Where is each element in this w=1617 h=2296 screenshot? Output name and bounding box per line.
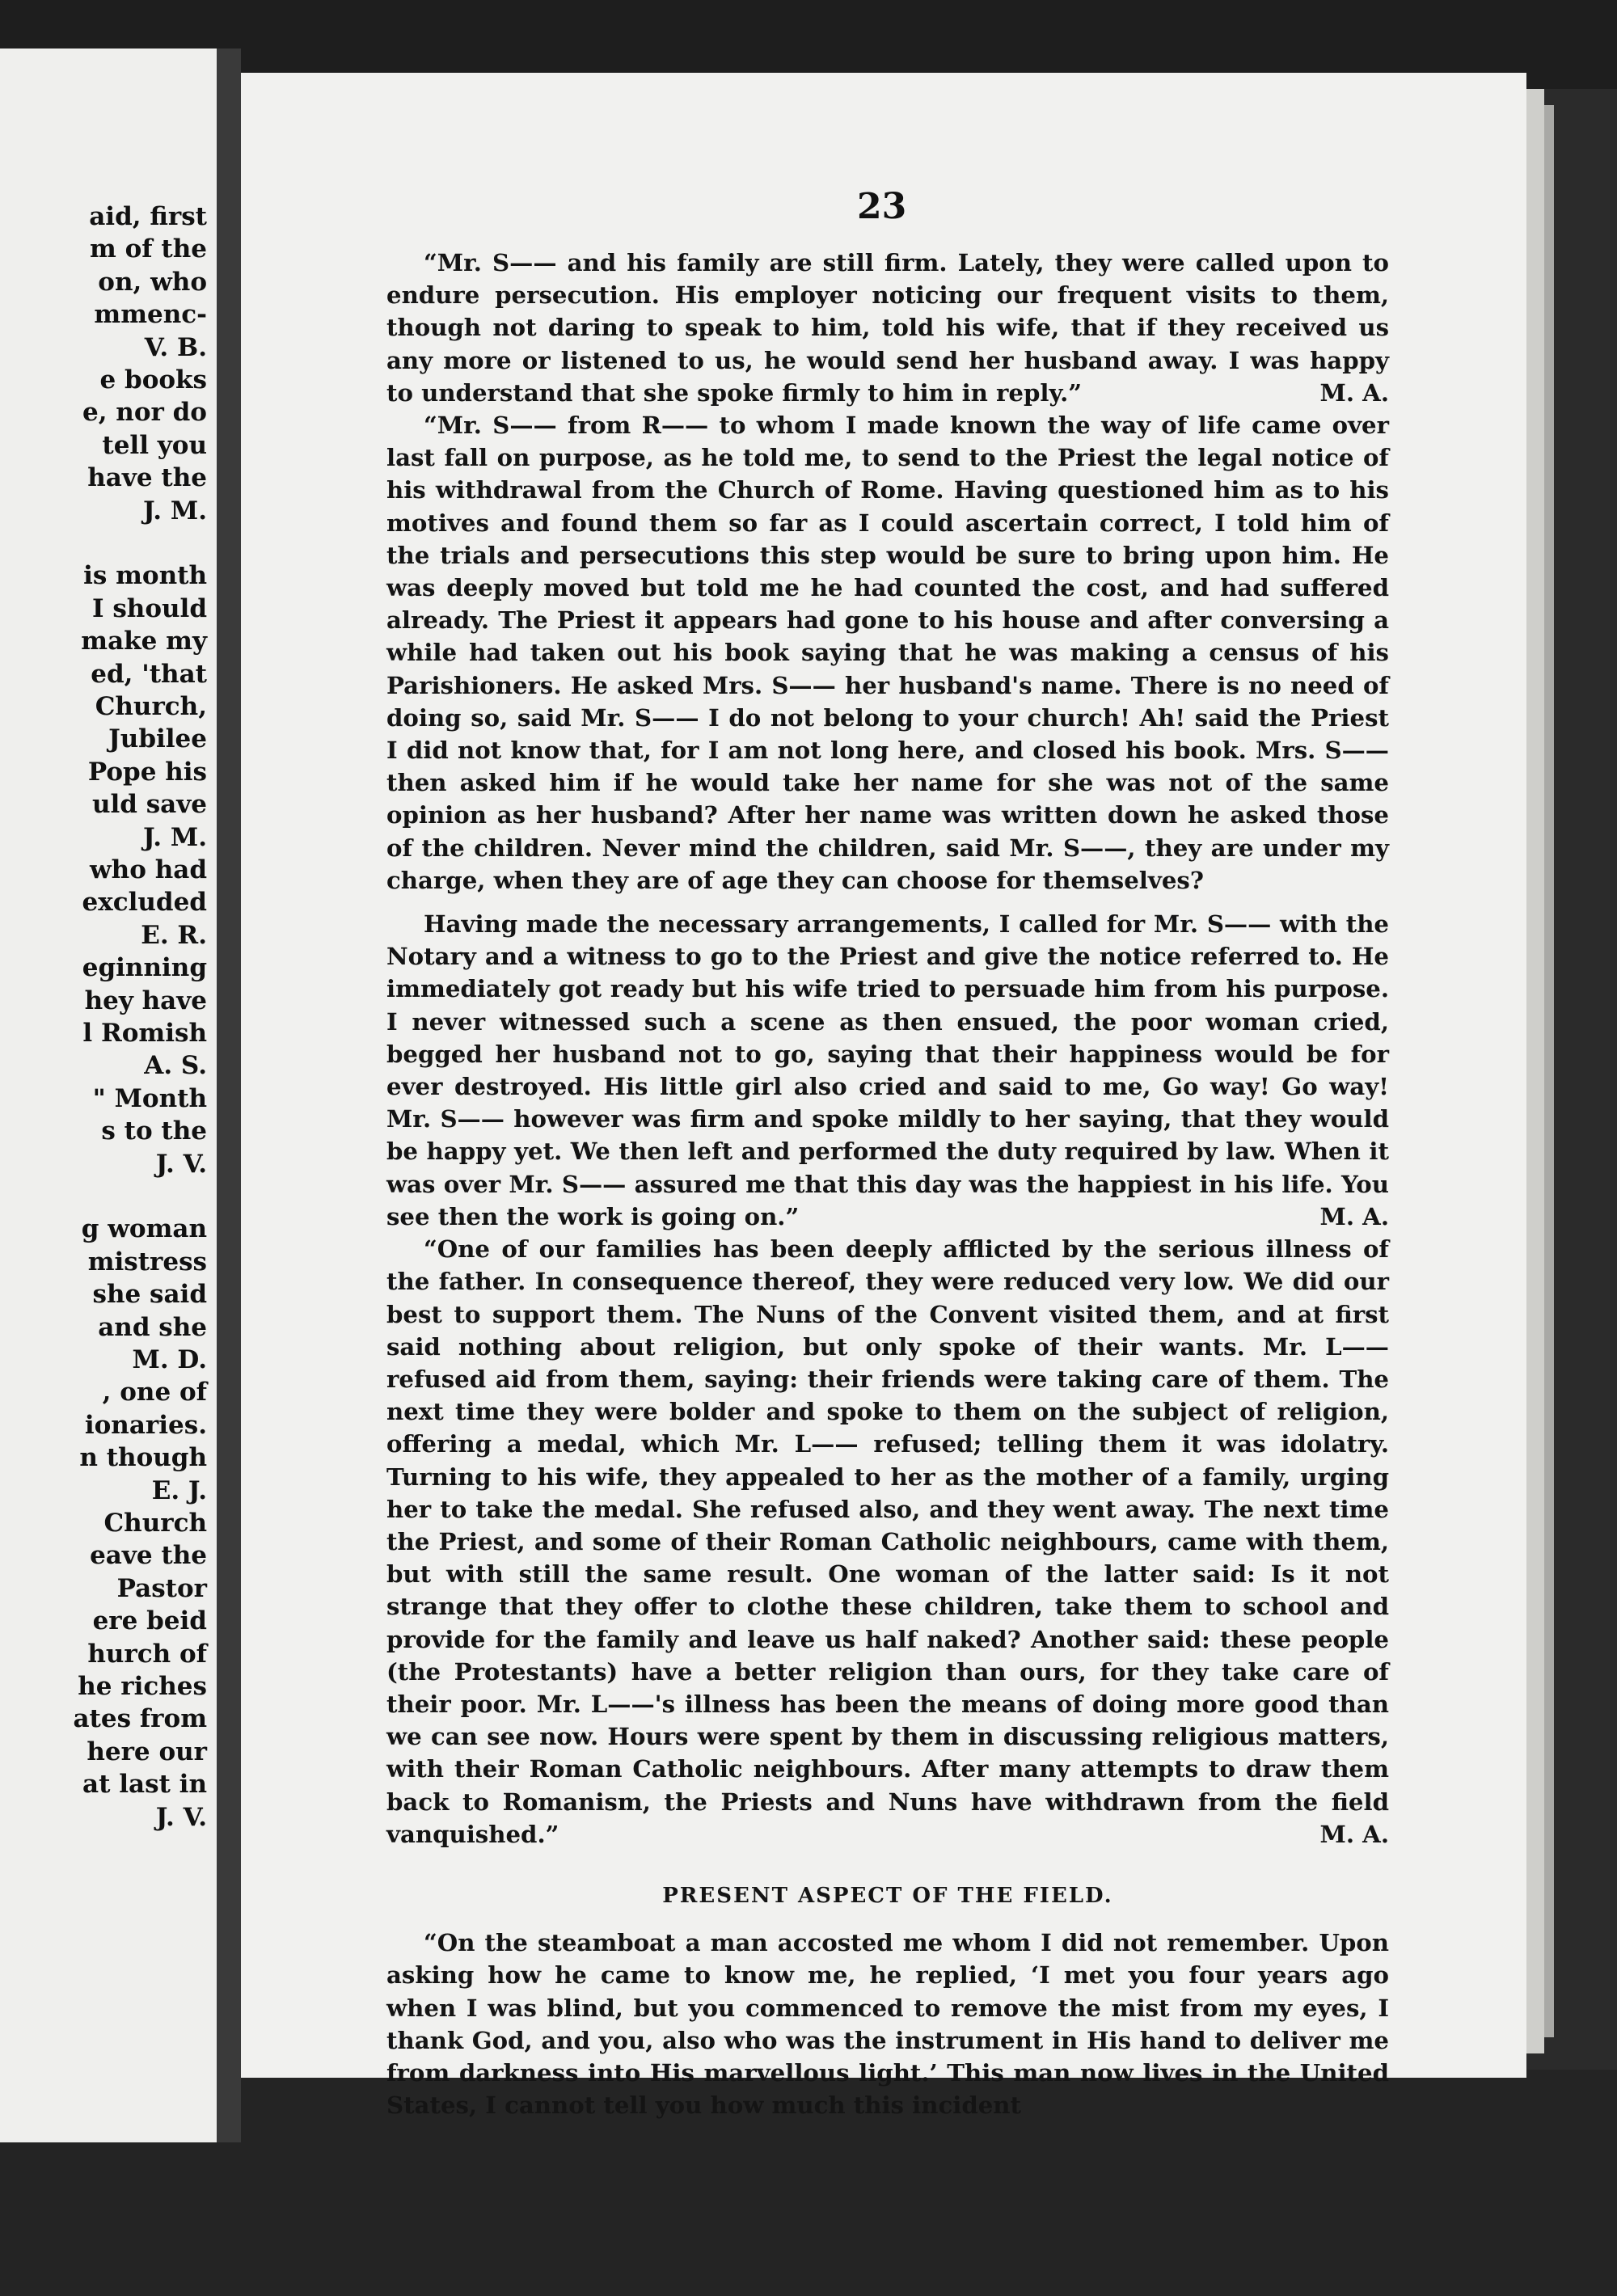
left-page-line: ionaries. <box>84 1410 207 1440</box>
left-page-line: Church <box>103 1509 207 1538</box>
left-page-line: " Month <box>92 1083 207 1113</box>
paragraph-5: “On the steamboat a man accosted me whom I did not remember. Upon asking how he came to know me, he replied, ‘I met you four years ago when I was blind, but you commenced to remove the mist from my eyes, I thank God, and you, also who was the instrument in His hand to deliver me from darkness into His marvellous light.’ This man now lives in the United States, I cannot tell you how much this incident <box>386 1929 1389 2120</box>
page-body <box>386 247 1389 2121</box>
left-page-line: ed, 'that <box>91 659 207 689</box>
paragraph-4: “One of our families has been deeply afflicted by the serious illness of the father. In consequence thereof, they were reduced very low. We did our best to support them. The Nuns of the Convent visited them, and at first said nothing about religion, but only spoke of their wants. Mr. L—— refused aid from them, saying: their friends were taking care of them. The next time they were bolder and spoke to them on the subject of religion, offering a medal, which Mr. L—— refused; telling them it was idolatry. Turning to his wife, they appealed to her as the mother of a family, urging her to take the medal. She refused also, and they went away. The next time the Priest, and some of their Roman Catholic neighbours, came with them, but with still the same result. One woman of the latter said: Is it not strange that they offer to clothe these children, take them to school and provide for the family and leave us half naked? Another said: these people (the Protestants) have a better religion than ours, for they take care of their poor. Mr. L——'s illness has been the means of doing more good than we can see now. Hours were spent by them in discussing religious matters, with their Roman Catholic neighbours. After many attempts to draw them back to Romanism, the Priests and Nuns have withdrawn from the field vanquished.” M. A. <box>386 1233 1389 1851</box>
left-page-line: Pope his <box>87 757 207 787</box>
left-page-line: tell you <box>102 430 207 460</box>
left-page-line: she said <box>92 1280 207 1310</box>
left-page-line: here our <box>87 1737 207 1766</box>
left-page-line: m of the <box>90 234 207 264</box>
signature: M. A. <box>1319 1820 1389 1848</box>
left-page-line: V. B. <box>144 332 207 362</box>
left-page-line: is month <box>83 561 207 591</box>
page-number: 23 <box>857 186 907 227</box>
left-page-line: g woman <box>81 1214 207 1244</box>
left-page-line: I should <box>92 593 207 623</box>
left-page-line: on, who <box>98 267 207 297</box>
left-page-line: Church, <box>95 692 207 721</box>
left-page-line: e, nor do <box>82 398 207 428</box>
left-page-line: ates from <box>73 1704 207 1734</box>
left-page-line: J. V. <box>155 1802 207 1832</box>
page-edge <box>1526 89 1544 2053</box>
left-page-line: Jubilee <box>108 724 207 754</box>
left-page-line: l Romish <box>82 1019 207 1048</box>
left-page-line: hey have <box>84 986 207 1015</box>
left-page-line: e books <box>99 365 207 395</box>
section-heading: PRESENT ASPECT OF THE FIELD. <box>662 1883 1113 1908</box>
left-page-line: eave the <box>90 1541 207 1571</box>
left-page-line: M. D. <box>132 1345 207 1374</box>
left-page-line: J. V. <box>155 1149 207 1179</box>
left-page-line: make my <box>81 627 207 656</box>
left-page-line: aid, first <box>89 202 207 231</box>
book-gutter <box>217 49 241 2142</box>
left-page-line: eginning <box>82 953 207 983</box>
left-page-line: A. S. <box>144 1051 207 1081</box>
left-page-line: and she <box>98 1312 207 1342</box>
left-page-line: J. M. <box>143 496 207 525</box>
left-page-line: who had <box>90 855 207 884</box>
paragraph-2: “Mr. S—— from R—— to whom I made known the way of life came over last fall on purpose, as he told me, to send to the Priest the legal notice of his withdrawal from the Church of Rome. Having questioned him as to his motives and found them so far as I could ascertain correct, I told him of the trials and persecutions this step would be sure to bring upon him. He was deeply moved but told me he had counted the cost, and had suffered already. The Priest it appears had gone to his house and after conversing a while had taken out his book saying that he was making a census of his Parishioners. He asked Mrs. S—— her husband's name. There is no need of doing so, said Mr. S—— I do not belong to your church! Ah! said the Priest I did not know that, for I am not long here, and closed his book. Mrs. S—— then asked him if he would take her name for she was not of the same opinion as her husband? After her name was written down he asked those of the children. Never mind the children, said Mr. S——, they are under my charge, when they are of age they can choose for themselves? <box>386 412 1389 894</box>
left-page-line: excluded <box>82 888 207 918</box>
paragraph-1: “Mr. S—— and his family are still firm. Lately, they were called upon to endure persecution. His employer noticing our frequent visits to them, though not daring to speak to him, told his wife, that if they received us any more or listened to us, he would send her husband away. I was happy to understand that she spoke firmly to him in reply.” M. A. <box>386 247 1389 409</box>
left-page-line: s to the <box>101 1116 207 1146</box>
paragraph-3: Having made the necessary arrangements, I called for Mr. S—— with the Notary and a witness to go to the Priest and give the notice referred to. He immediately got ready but his wife tried to persuade him from his purpose. I never witnessed such a scene as then ensued, the poor woman cried, begged her husband not to go, saying that their happiness would be for ever destroyed. His little girl also cried and said to me, Go way! Go way! Mr. S—— however was firm and spoke mildly to her saying, that they would be happy yet. We then left and performed the duty required by law. When it was over Mr. S—— assured me that this day was the happiest in his life. You see then the work is going on.” M. A. <box>386 908 1389 1233</box>
left-page-line: J. M. <box>143 822 207 852</box>
left-page-line: at last in <box>82 1770 207 1800</box>
left-page-line: he riches <box>78 1672 207 1701</box>
left-page-line: ere beid <box>92 1606 207 1636</box>
left-page-line: Pastor <box>116 1573 207 1603</box>
left-page-line: uld save <box>91 790 207 820</box>
left-page-line: E. R. <box>141 920 207 950</box>
page-edge-shadow <box>1544 105 1554 2037</box>
left-page-line: hurch of <box>87 1639 207 1669</box>
left-page-line: n though <box>79 1443 207 1473</box>
left-page-line: mistress <box>87 1247 207 1277</box>
left-page-line: E. J. <box>151 1475 207 1505</box>
left-page <box>0 49 217 2142</box>
left-page-line: mmenc- <box>94 300 207 330</box>
signature: M. A. <box>1319 1202 1389 1230</box>
left-page-line: have the <box>87 463 207 493</box>
signature: M. A. <box>1319 378 1389 407</box>
left-page-line: , one of <box>102 1378 207 1408</box>
